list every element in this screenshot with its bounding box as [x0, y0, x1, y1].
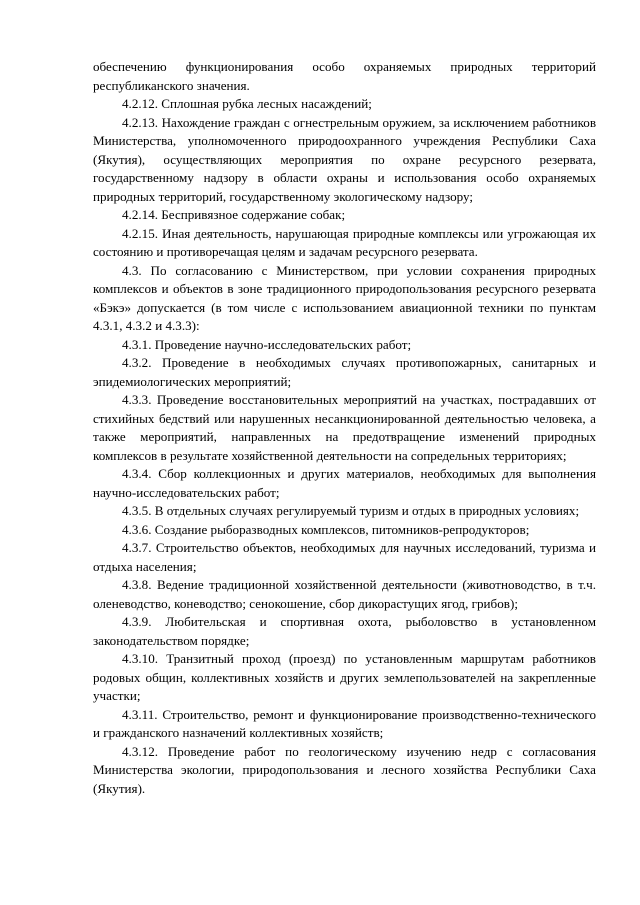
- paragraph-4-2-13: 4.2.13. Нахождение граждан с огнестрельным оружием, за исключением работников Министерства, уполномоченного природоохранного учреждения Республики Саха (Якутия), осуществляющих мероприятия по охране ресурсного резервата, государственному надзору в области охраны и использования особо охраняемых природных территорий, государственному экологическому надзору;: [93, 114, 596, 204]
- paragraph-4-3-1: 4.3.1. Проведение научно-исследовательских работ;: [122, 336, 412, 352]
- paragraph-4-3-11: 4.3.11. Строительство, ремонт и функционирование производственно-технического и гражданского назначений коллективных хозяйств;: [93, 706, 596, 740]
- paragraph-4-3-9: 4.3.9. Любительская и спортивная охота, рыболовство в установленном законодательством порядке;: [93, 614, 596, 648]
- paragraph-4-3-12: 4.3.12. Проведение работ по геологическому изучению недр с согласования Министерства экологии, природопользования и лесного хозяйства Республики Саха (Якутия).: [93, 743, 596, 796]
- paragraph-4-3-2: 4.3.2. Проведение в необходимых случаях противопожарных, санитарных и эпидемиологических мероприятий;: [93, 355, 596, 389]
- paragraph-4-3-6: 4.3.6. Создание рыборазводных комплексов, питомников-репродукторов;: [122, 521, 530, 537]
- paragraph-4-3-8: 4.3.8. Ведение традиционной хозяйственной деятельности (животноводство, в т.ч. оленеводство, коневодство; сенокошение, сбор дикорастущих ягод, грибов);: [93, 577, 596, 611]
- document-page: [93, 58, 596, 798]
- paragraph-4-3-4: 4.3.4. Сбор коллекционных и других материалов, необходимых для выполнения научно-исследовательских работ;: [93, 466, 596, 500]
- paragraph-4-2-14: 4.2.14. Беспривязное содержание собак;: [122, 207, 346, 222]
- paragraph-4-2-15: 4.2.15. Иная деятельность, нарушающая природные комплексы или угрожающая их состоянию и противоречащая целям и задачам ресурсного резервата.: [93, 225, 596, 259]
- paragraph-4-3-10: 4.3.10. Транзитный проход (проезд) по установленным маршрутам работников родовых общин, коллективных хозяйств и других землепользователей на закрепленные участки;: [93, 651, 596, 703]
- paragraph-4-2-12: 4.2.12. Сплошная рубка лесных насаждений;: [122, 96, 372, 111]
- paragraph-continuation: обеспечению функционирования особо охраняемых природных территорий республиканского значения.: [93, 59, 596, 93]
- paragraph-4-3-7: 4.3.7. Строительство объектов, необходимых для научных исследований, туризма и отдыха населения;: [93, 540, 596, 574]
- paragraph-4-3-3: 4.3.3. Проведение восстановительных мероприятий на участках, пострадавших от стихийных бедствий или нарушенных несанкционированной деятельностью человека, а также мероприятий, направленных на предотвращение изменений природных комплексов в результате хозяйственной деятельности на сопредельных территориях;: [93, 392, 596, 463]
- paragraph-4-3-5: 4.3.5. В отдельных случаях регулируемый туризм и отдых в природных условиях;: [122, 503, 580, 518]
- paragraph-4-3: 4.3. По согласованию с Министерством, при условии сохранения природных комплексов и объектов в зоне традиционного природопользования ресурсного резервата «Бэкэ» допускается (в том числе с использованием авиационной техники по пунктам 4.3.1, 4.3.2 и 4.3.3):: [93, 262, 596, 333]
